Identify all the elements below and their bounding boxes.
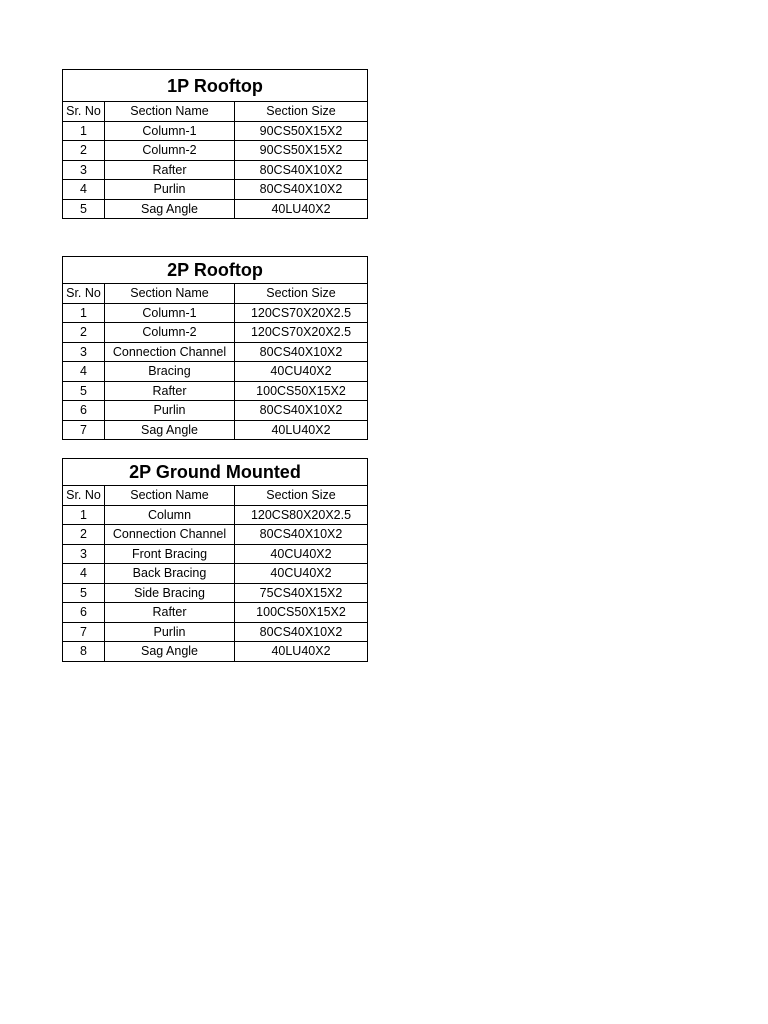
cell-sr-no: 2 [63,323,105,343]
table-title: 2P Rooftop [63,257,368,284]
cell-section-size: 90CS50X15X2 [235,121,368,141]
cell-section-name: Column-1 [105,121,235,141]
header-section-size: Section Size [235,284,368,304]
cell-section-name: Column-1 [105,303,235,323]
table-row [63,603,368,623]
header-row [63,102,368,122]
cell-section-name: Sag Angle [105,199,235,219]
table-row [63,323,368,343]
table-row [63,544,368,564]
cell-section-size: 75CS40X15X2 [235,583,368,603]
table-2p-ground-mounted [62,458,368,662]
cell-section-size: 80CS40X10X2 [235,525,368,545]
cell-sr-no: 5 [63,583,105,603]
table-title: 1P Rooftop [63,70,368,102]
cell-section-name: Purlin [105,180,235,200]
cell-section-size: 120CS70X20X2.5 [235,303,368,323]
cell-section-size: 90CS50X15X2 [235,141,368,161]
table-row [63,180,368,200]
header-section-name: Section Name [105,486,235,506]
cell-sr-no: 3 [63,342,105,362]
cell-section-size: 40CU40X2 [235,362,368,382]
table-row [63,564,368,584]
cell-sr-no: 8 [63,642,105,662]
table-row [63,642,368,662]
cell-sr-no: 3 [63,544,105,564]
cell-section-size: 40LU40X2 [235,420,368,440]
cell-sr-no: 6 [63,401,105,421]
cell-sr-no: 3 [63,160,105,180]
table-title: 2P Ground Mounted [63,459,368,486]
cell-sr-no: 1 [63,121,105,141]
cell-section-name: Connection Channel [105,525,235,545]
header-sr-no: Sr. No [63,284,105,304]
cell-section-size: 120CS70X20X2.5 [235,323,368,343]
cell-section-name: Column [105,505,235,525]
cell-section-name: Sag Angle [105,642,235,662]
table-row [63,362,368,382]
cell-section-name: Rafter [105,603,235,623]
table-row [63,160,368,180]
cell-sr-no: 6 [63,603,105,623]
cell-section-size: 80CS40X10X2 [235,622,368,642]
table-row [63,583,368,603]
cell-sr-no: 5 [63,381,105,401]
cell-section-size: 40CU40X2 [235,564,368,584]
header-section-name: Section Name [105,284,235,304]
cell-sr-no: 4 [63,180,105,200]
table-row [63,381,368,401]
cell-section-name: Purlin [105,401,235,421]
cell-sr-no: 1 [63,303,105,323]
header-row [63,486,368,506]
cell-section-size: 100CS50X15X2 [235,603,368,623]
cell-section-name: Column-2 [105,323,235,343]
cell-section-size: 80CS40X10X2 [235,401,368,421]
cell-sr-no: 5 [63,199,105,219]
table-row [63,525,368,545]
cell-section-name: Rafter [105,160,235,180]
cell-sr-no: 1 [63,505,105,525]
cell-section-name: Bracing [105,362,235,382]
cell-section-name: Rafter [105,381,235,401]
header-section-name: Section Name [105,102,235,122]
cell-section-name: Back Bracing [105,564,235,584]
cell-section-size: 100CS50X15X2 [235,381,368,401]
cell-sr-no: 2 [63,141,105,161]
table-row [63,342,368,362]
table-row [63,401,368,421]
cell-sr-no: 7 [63,622,105,642]
cell-section-name: Connection Channel [105,342,235,362]
cell-section-name: Sag Angle [105,420,235,440]
cell-sr-no: 7 [63,420,105,440]
cell-section-size: 120CS80X20X2.5 [235,505,368,525]
cell-section-size: 80CS40X10X2 [235,180,368,200]
cell-section-name: Side Bracing [105,583,235,603]
cell-section-size: 80CS40X10X2 [235,342,368,362]
cell-section-size: 40LU40X2 [235,199,368,219]
cell-section-name: Purlin [105,622,235,642]
header-section-size: Section Size [235,102,368,122]
cell-section-name: Column-2 [105,141,235,161]
header-section-size: Section Size [235,486,368,506]
cell-section-name: Front Bracing [105,544,235,564]
table-row [63,141,368,161]
table-2p-rooftop [62,256,368,440]
table-row [63,420,368,440]
cell-sr-no: 4 [63,362,105,382]
table-row [63,121,368,141]
table-row [63,199,368,219]
header-sr-no: Sr. No [63,102,105,122]
cell-sr-no: 4 [63,564,105,584]
table-row [63,622,368,642]
cell-section-size: 40CU40X2 [235,544,368,564]
cell-sr-no: 2 [63,525,105,545]
table-row [63,505,368,525]
header-sr-no: Sr. No [63,486,105,506]
header-row [63,284,368,304]
table-1p-rooftop [62,69,368,219]
cell-section-size: 40LU40X2 [235,642,368,662]
cell-section-size: 80CS40X10X2 [235,160,368,180]
table-row [63,303,368,323]
